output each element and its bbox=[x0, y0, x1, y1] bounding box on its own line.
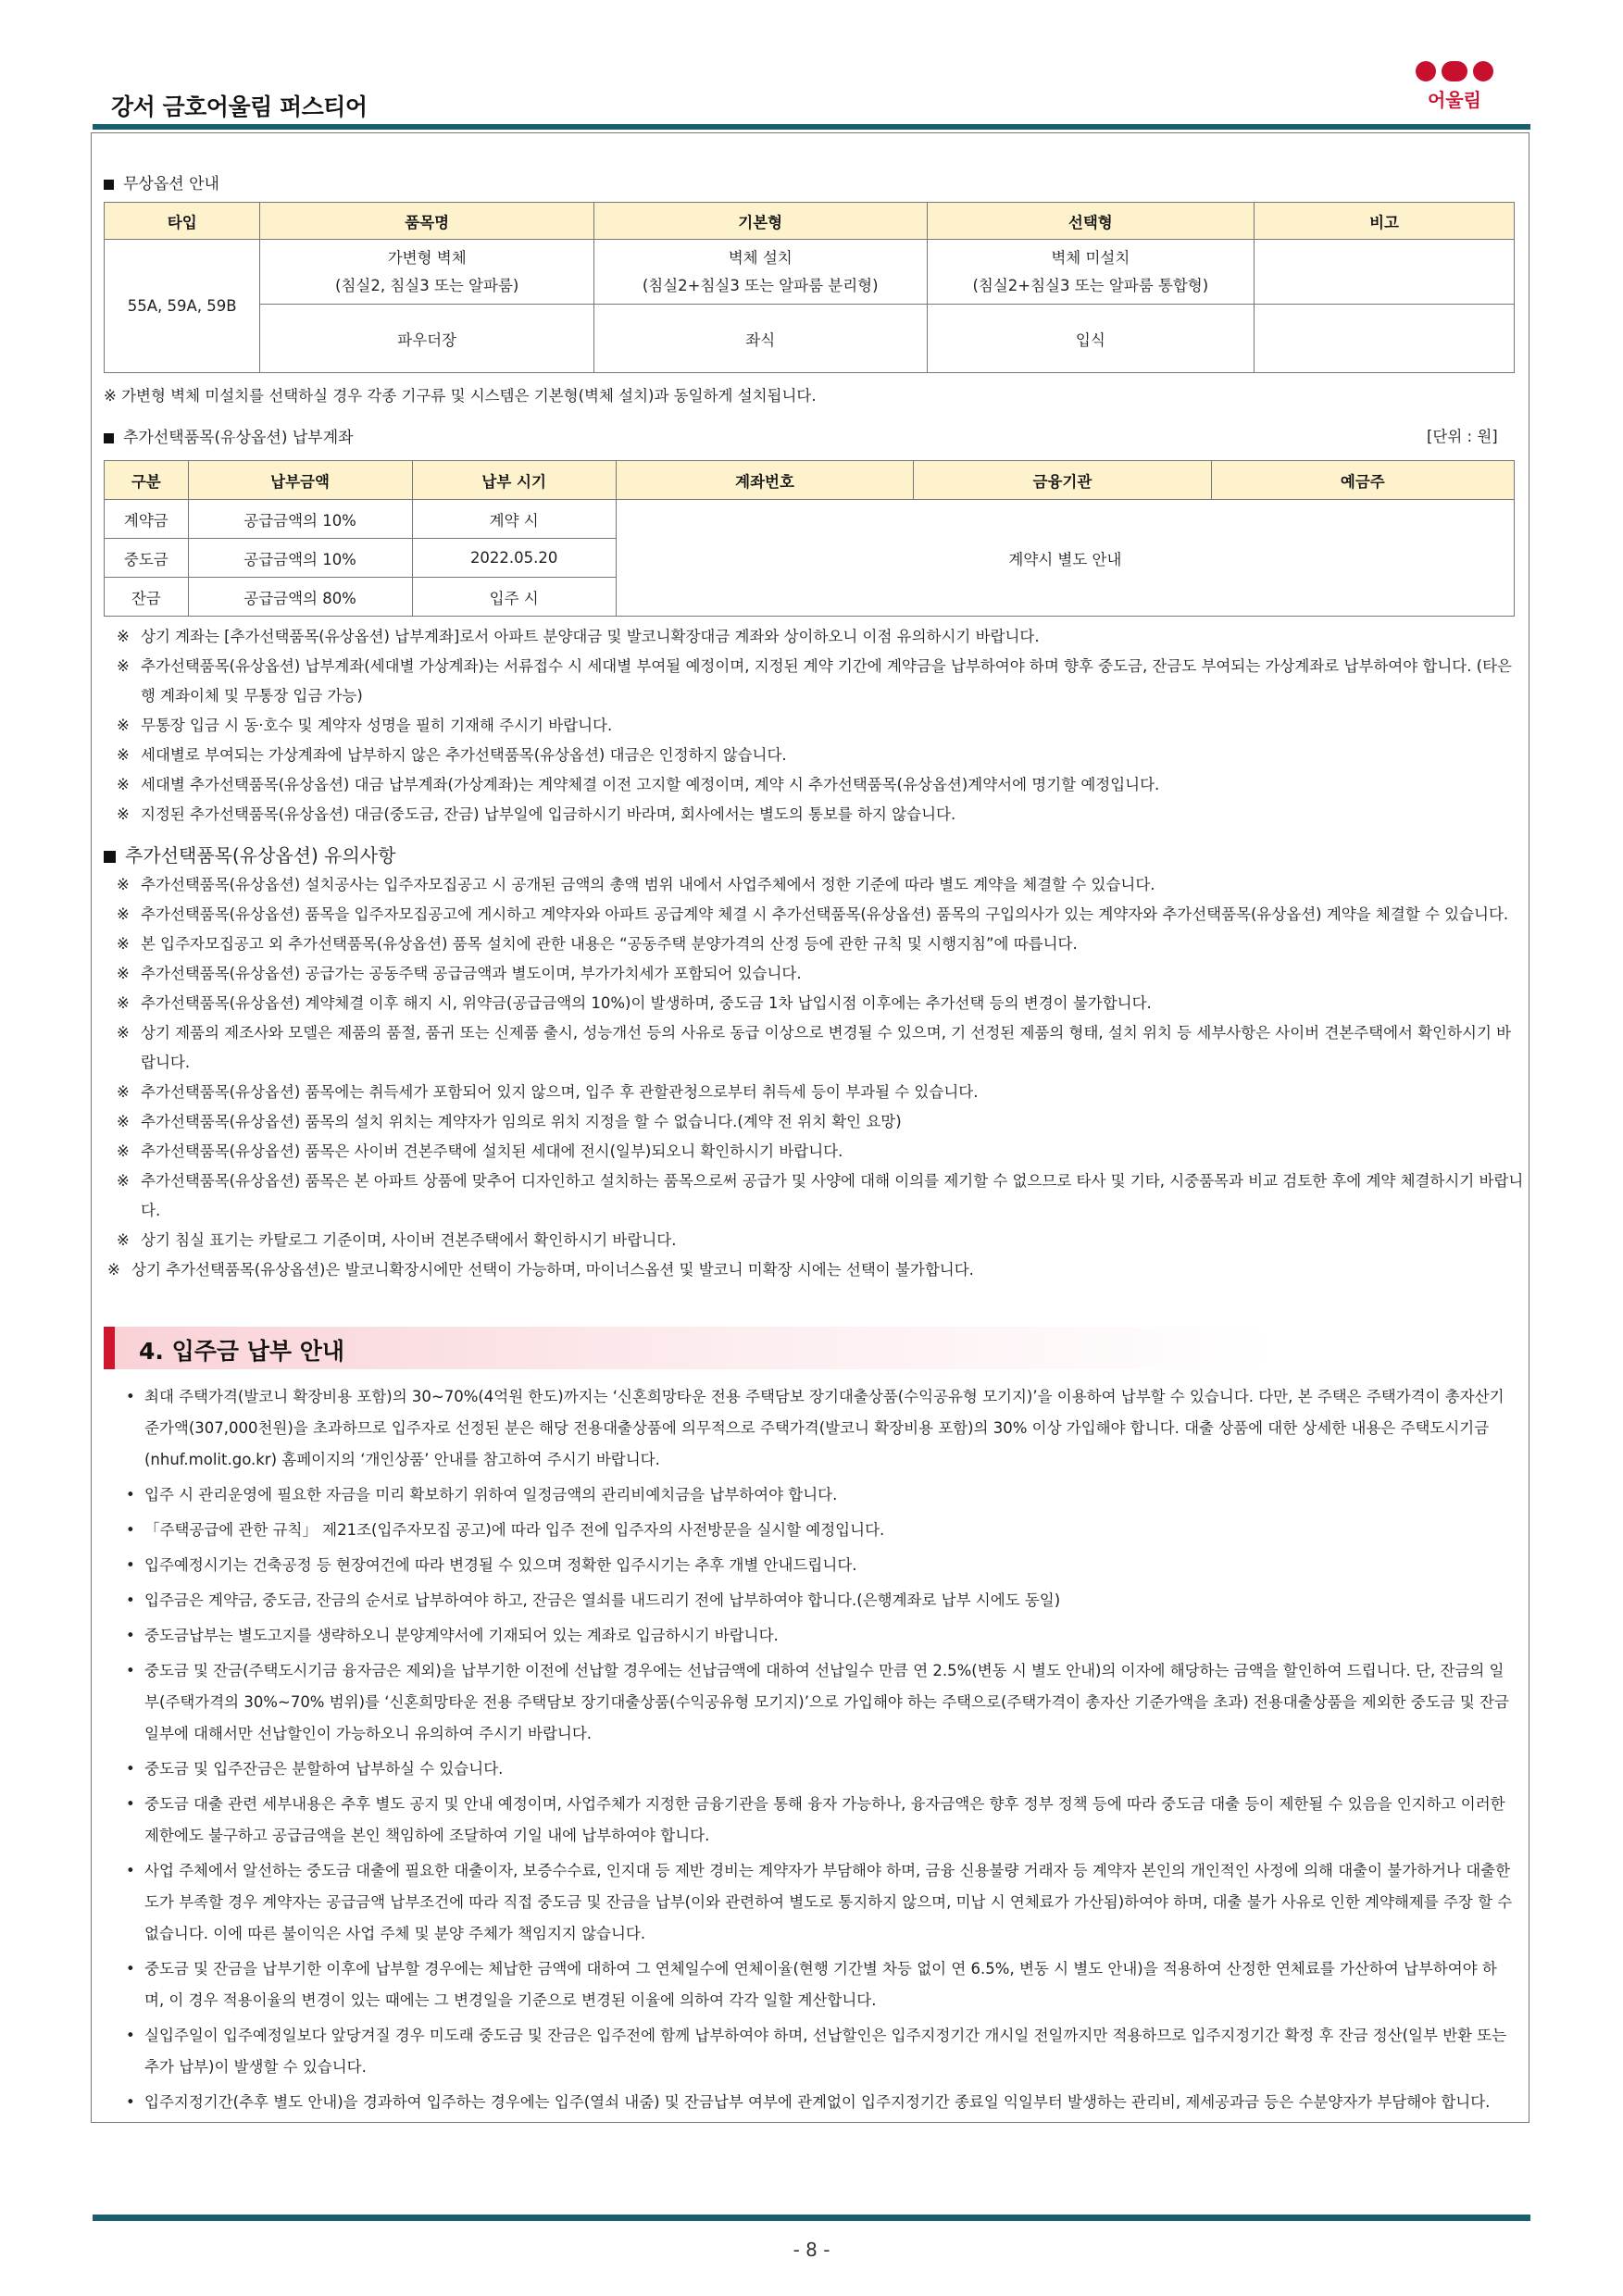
logo-text: 어울림 bbox=[1428, 89, 1481, 111]
note-line: ※ 추가선택품목(유상옵션) 품목은 사이버 견본주택에 설치된 세대에 전시(일부)되오니 확인하시기 바랍니다. bbox=[117, 1142, 843, 1160]
list-item: • 중도금 및 잔금(주택도시기금 융자금은 제외)을 납부기한 이전에 선납할 경우에는 선납금액에 대하여 선납일수 만큼 연 2.5%(변동 시 별도 안내)의 이자에 해당하는 금액을 할인하여 드립니다. 단, 잔금의 일부(주택가격의 30%~70% 범위)를 ‘신혼희망타운 전용 주택담보 장기대출상품(수익공유형 모기지)’으로 가입해야 하는 주택으로(주택가격이 총자산 기준가액을 초과) 전용대출상품을 제외한 중도금 및 잔금 일부에 대해서만 선납할인이 가능하오니 유의하여 주시기 바랍니다. bbox=[126, 1662, 1509, 1742]
payment-account-table bbox=[104, 460, 1515, 617]
logo-dots-icon bbox=[1413, 61, 1496, 81]
list-item: • 중도금 및 입주잔금은 분할하여 납부하실 수 있습니다. bbox=[126, 1760, 504, 1778]
note-line: ※ 추가선택품목(유상옵션) 품목을 입주자모집공고에 게시하고 계약자와 아파트 공급계약 체결 시 추가선택품목(유상옵션) 품목의 구입의사가 있는 계약자와 추가선택품목(유상옵션) 계약을 체결할 수 있습니다. bbox=[117, 905, 1509, 923]
col-header: 납부 시기 bbox=[412, 461, 616, 500]
list-item: • 입주금은 계약금, 중도금, 잔금의 순서로 납부하여야 하고, 잔금은 열쇠를 내드리기 전에 납부하여야 합니다.(은행계좌로 납부 시에도 동일) bbox=[126, 1591, 1061, 1609]
table-cell bbox=[1255, 305, 1515, 373]
note-line: ※ 상기 침실 표기는 카탈로그 기준이며, 사이버 견본주택에서 확인하시기 바랍니다. bbox=[117, 1231, 677, 1249]
brand-logo bbox=[1413, 61, 1496, 126]
table-row bbox=[105, 500, 1515, 539]
list-item: • 입주예정시기는 건축공정 등 현장여건에 따라 변경될 수 있으며 정확한 입주시기는 추후 개별 안내드립니다. bbox=[126, 1556, 857, 1574]
header-rule bbox=[93, 124, 1530, 130]
table-cell: 좌식 bbox=[593, 305, 927, 373]
note-line: ※ 세대별로 부여되는 가상계좌에 납부하지 않은 추가선택품목(유상옵션) 대금은 인정하지 않습니다. bbox=[117, 746, 787, 764]
note-line: ※ 추가선택품목(유상옵션) 품목은 본 아파트 상품에 맞추어 디자인하고 설치하는 품목으로써 공급가 및 사양에 대해 이의를 제기할 수 없으므로 타사 및 기타, 시중품목과 비교 검토한 후에 계약 체결하시기 바랍니다. bbox=[117, 1172, 1524, 1219]
col-header: 예금주 bbox=[1211, 461, 1514, 500]
note-line: ※ 무통장 입금 시 동·호수 및 계약자 성명을 필히 기재해 주시기 바랍니다. bbox=[117, 717, 613, 734]
square-bullet-icon bbox=[104, 851, 116, 863]
table-cell: 공급금액의 10% bbox=[188, 500, 412, 539]
table-cell: 2022.05.20 bbox=[412, 539, 616, 578]
square-bullet-icon bbox=[104, 180, 114, 190]
section-4-title: 4. 입주금 납부 안내 bbox=[104, 1327, 1272, 1369]
table-cell: 입식 bbox=[927, 305, 1255, 373]
note-line: ※ 상기 제품의 제조사와 모델은 제품의 품절, 품귀 또는 신제품 출시, 성능개선 등의 사유로 동급 이상으로 변경될 수 있으며, 기 선정된 제품의 형태, 설치 위치 등 세부사항은 사이버 견본주택에서 확인하시기 바랍니다. bbox=[117, 1024, 1512, 1071]
note-line: ※ 상기 추가선택품목(유상옵션)은 발코니확장시에만 선택이 가능하며, 마이너스옵션 및 발코니 미확장 시에는 선택이 불가합니다. bbox=[107, 1261, 974, 1279]
list-item: • 입주 시 관리운영에 필요한 자금을 미리 확보하기 위하여 일정금액의 관리비예치금을 납부하여야 합니다. bbox=[126, 1486, 838, 1504]
list-item: • 중도금납부는 별도고지를 생략하오니 분양계약서에 기재되어 있는 계좌로 입금하시기 바랍니다. bbox=[126, 1627, 779, 1644]
table-cell: 파우더장 bbox=[260, 305, 594, 373]
free-options-heading: 무상옵션 안내 bbox=[104, 170, 219, 193]
table-cell: 벽체 설치 (침실2+침실3 또는 알파룸 분리형) bbox=[593, 240, 927, 305]
note-line: ※ 추가선택품목(유상옵션) 계약체결 이후 해지 시, 위약금(공급금액의 10%)이 발생하며, 중도금 1차 납입시점 이후에는 추가선택 등의 변경이 불가합니다. bbox=[117, 994, 1152, 1012]
note-line: ※ 세대별 추가선택품목(유상옵션) 대금 납부계좌(가상계좌)는 계약체결 이전 고지할 예정이며, 계약 시 추가선택품목(유상옵션)계약서에 명기할 예정입니다. bbox=[117, 776, 1160, 793]
footer-rule bbox=[93, 2215, 1530, 2221]
payment-account-heading: 추가선택품목(유상옵션) 납부계좌 bbox=[104, 424, 354, 447]
caution-heading: 추가선택품목(유상옵션) 유의사항 bbox=[104, 841, 395, 867]
list-item: • 중도금 및 잔금을 납부기한 이후에 납부할 경우에는 체납한 금액에 대하여 그 연체일수에 연체이율(현행 기간별 차등 없이 연 6.5%, 변동 시 별도 안내)을 적용하여 산정한 연체료를 가산하여 납부하여야 하며, 이 경우 적용이율의 변경이 있는 때에는 그 변경일을 기준으로 변경된 이율에 의하여 각각 일할 계산합니다. bbox=[126, 1960, 1497, 2009]
table-row bbox=[105, 240, 1515, 305]
list-item: • 중도금 대출 관련 세부내용은 추후 별도 공지 및 안내 예정이며, 사업주체가 지정한 금융기관을 통해 융자 가능하나, 융자금액은 향후 정부 정책 등에 따라 중도금 대출 등이 제한될 수 있음을 인지하고 이러한 제한에도 불구하고 공급금액을 본인 책임하에 조달하여 기일 내에 납부하여야 합니다. bbox=[126, 1795, 1505, 1844]
note-line: ※ 추가선택품목(유상옵션) 품목의 설치 위치는 계약자가 임의로 위치 지정을 할 수 없습니다.(계약 전 위치 확인 요망) bbox=[117, 1113, 902, 1130]
note-line: ※ 추가선택품목(유상옵션) 품목에는 취득세가 포함되어 있지 않으며, 입주 후 관할관청으로부터 취득세 등이 부과될 수 있습니다. bbox=[117, 1083, 979, 1101]
table-row bbox=[105, 305, 1515, 373]
table-cell: 공급금액의 10% bbox=[188, 539, 412, 578]
unit-label: [단위 : 원] bbox=[1427, 428, 1498, 445]
table-cell: 가변형 벽체 (침실2, 침실3 또는 알파룸) bbox=[260, 240, 594, 305]
list-item: • 「주택공급에 관한 규칙」 제21조(입주자모집 공고)에 따라 입주 전에 입주자의 사전방문을 실시할 예정입니다. bbox=[126, 1521, 885, 1539]
note-line: ※ 지정된 추가선택품목(유상옵션) 대금(중도금, 잔금) 납부일에 입금하시기 바라며, 회사에서는 별도의 통보를 하지 않습니다. bbox=[117, 805, 956, 823]
col-header: 납부금액 bbox=[188, 461, 412, 500]
caution-notes bbox=[107, 870, 1526, 1285]
table-cell: 입주 시 bbox=[412, 578, 616, 617]
table-cell bbox=[1255, 240, 1515, 305]
section-4-list bbox=[126, 1381, 1515, 2122]
table-cell: 공급금액의 80% bbox=[188, 578, 412, 617]
col-header: 품목명 bbox=[260, 203, 594, 240]
list-item: • 최대 주택가격(발코니 확장비용 포함)의 30~70%(4억원 한도)까지는 ‘신혼희망타운 전용 주택담보 장기대출상품(수익공유형 모기지)’을 이용하여 납부할 수 있습니다. 다만, 본 주택은 주택가격이 총자산기준가액(307,000천원)을 초과하므로 입주자로 선정된 분은 해당 전용대출상품에 의무적으로 주택가격(발코니 확장비용 포함)의 30% 이상 가입해야 합니다. 대출 상품에 대한 상세한 내용은 주택도시기금(nhuf.molit.go.kr) 홈페이지의 ‘개인상품’ 안내를 참고하여 주시기 바랍니다. bbox=[126, 1388, 1504, 1468]
note-line: ※ 상기 계좌는 [추가선택품목(유상옵션) 납부계좌]로서 아파트 분양대금 및 발코니확장대금 계좌와 상이하오니 이점 유의하시기 바랍니다. bbox=[117, 628, 1040, 645]
note-line: ※ 추가선택품목(유상옵션) 설치공사는 입주자모집공고 시 공개된 금액의 총액 범위 내에서 사업주체에서 정한 기준에 따라 별도 계약을 체결할 수 있습니다. bbox=[117, 876, 1155, 893]
free-options-footnote: ※ 가변형 벽체 미설치를 선택하실 경우 각종 기구류 및 시스템은 기본형(벽체 설치)과 동일하게 설치됩니다. bbox=[104, 387, 817, 405]
col-header: 비고 bbox=[1255, 203, 1515, 240]
free-options-table bbox=[104, 202, 1515, 373]
col-header: 금융기관 bbox=[914, 461, 1211, 500]
note-line: ※ 추가선택품목(유상옵션) 납부계좌(세대별 가상계좌)는 서류접수 시 세대별 부여될 예정이며, 지정된 계약 기간에 계약금을 납부하여야 하며 향후 중도금, 잔금도 부여되는 가상계좌로 납부하여야 합니다. (타은행 계좌이체 및 무통장 입금 가능) bbox=[117, 657, 1512, 705]
list-item: • 실입주일이 입주예정일보다 앞당겨질 경우 미도래 중도금 및 잔금은 입주전에 함께 납부하여야 하며, 선납할인은 입주지정기간 개시일 전일까지만 적용하므로 입주지정기간 확정 후 잔금 정산(일부 반환 또는 추가 납부)이 발생할 수 있습니다. bbox=[126, 2027, 1507, 2076]
table-cell: 중도금 bbox=[105, 539, 189, 578]
col-header: 선택형 bbox=[927, 203, 1255, 240]
payment-notes bbox=[117, 622, 1526, 830]
table-cell: 계약금 bbox=[105, 500, 189, 539]
list-item: • 입주지정기간(추후 별도 안내)을 경과하여 입주하는 경우에는 입주(열쇠 내줌) 및 잔금납부 여부에 관계없이 입주지정기간 종료일 익일부터 발생하는 관리비, 제세공과금 등은 수분양자가 부담해야 합니다. bbox=[126, 2093, 1491, 2111]
col-header: 기본형 bbox=[593, 203, 927, 240]
table-cell: 잔금 bbox=[105, 578, 189, 617]
table-cell: 계약 시 bbox=[412, 500, 616, 539]
col-header: 구분 bbox=[105, 461, 189, 500]
table-cell: 벽체 미설치 (침실2+침실3 또는 알파룸 통합형) bbox=[927, 240, 1255, 305]
note-line: ※ 본 입주자모집공고 외 추가선택품목(유상옵션) 품목 설치에 관한 내용은 “공동주택 분양가격의 산정 등에 관한 규칙 및 시행지침”에 따릅니다. bbox=[117, 935, 1078, 953]
square-bullet-icon bbox=[104, 433, 114, 443]
col-header: 타입 bbox=[105, 203, 260, 240]
note-line: ※ 추가선택품목(유상옵션) 공급가는 공동주택 공급금액과 별도이며, 부가가치세가 포함되어 있습니다. bbox=[117, 965, 802, 982]
page-number: - 8 - bbox=[793, 2239, 830, 2261]
type-cell: 55A, 59A, 59B bbox=[105, 240, 260, 373]
page-title: 강서 금호어울림 퍼스티어 bbox=[111, 94, 368, 120]
list-item: • 사업 주체에서 알선하는 중도금 대출에 필요한 대출이자, 보증수수료, 인지대 등 제반 경비는 계약자가 부담해야 하며, 금융 신용불량 거래자 등 계약자 본인의 개인적인 사정에 의해 대출이 불가하거나 대출한도가 부족할 경우 계약자는 공급금액 납부조건에 따라 직접 중도금 및 잔금을 납부(이와 관련하여 별도로 통지하지 않으며, 미납 시 연체료가 가산됨)하여야 하며, 대출 불가 사유로 인한 계약해제를 주장 할 수 없습니다. 이에 따른 불이익은 사업 주체 및 분양 주체가 책임지지 않습니다. bbox=[126, 1862, 1513, 1942]
account-note-cell: 계약시 별도 안내 bbox=[616, 500, 1514, 617]
col-header: 계좌번호 bbox=[616, 461, 913, 500]
